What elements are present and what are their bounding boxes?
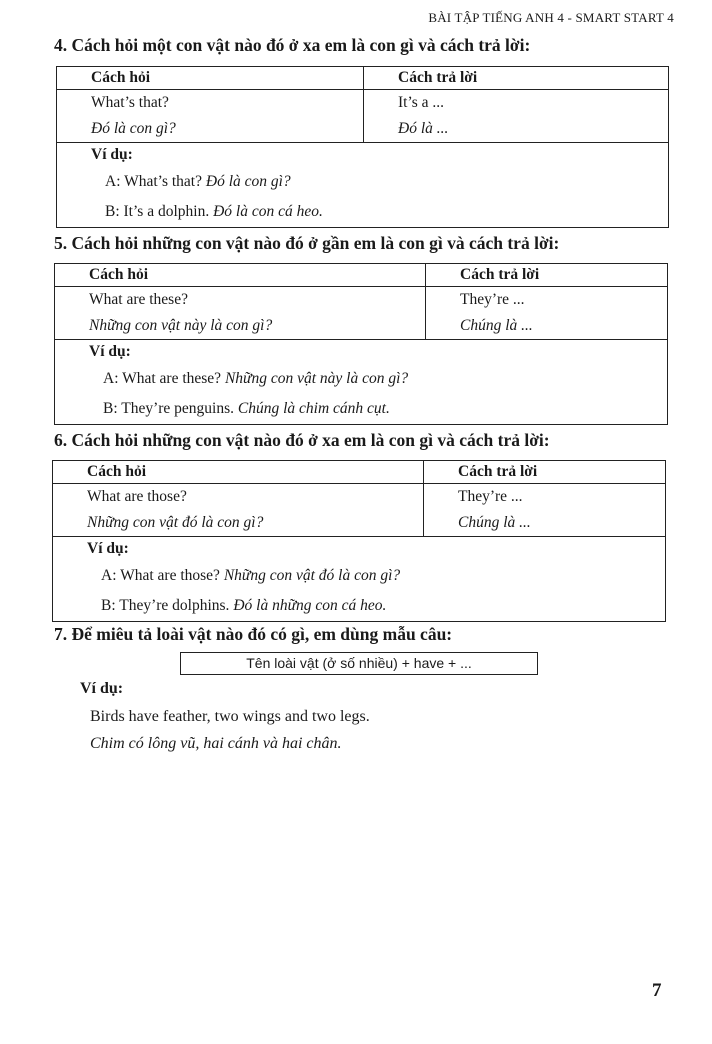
answer-vi: Chúng là ... bbox=[458, 514, 531, 531]
page-number: 7 bbox=[652, 980, 662, 1001]
example-b-vi: Đó là những con cá heo. bbox=[233, 597, 387, 614]
answer-en: They’re ... bbox=[460, 291, 525, 308]
question-vi: Những con vật này là con gì? bbox=[89, 317, 273, 334]
example-a bbox=[55, 364, 667, 394]
section-7-example-en: Birds have feather, two wings and two legs. bbox=[90, 708, 370, 725]
example-label: Ví dụ: bbox=[89, 343, 131, 360]
question-vi: Những con vật đó là con gì? bbox=[87, 514, 264, 531]
example-a-en: A: What are these? bbox=[103, 370, 222, 387]
col-question-header: Cách hỏi bbox=[57, 67, 364, 90]
example-a-en: A: What’s that? bbox=[105, 173, 202, 190]
section-5-title: 5. Cách hỏi những con vật nào đó ở gần em là con gì và cách trả lời: bbox=[54, 233, 560, 253]
example-a bbox=[53, 561, 665, 591]
example-a-vi: Đó là con gì? bbox=[205, 173, 291, 190]
question-en: What are these? bbox=[89, 291, 188, 308]
col-answer-header: Cách trả lời bbox=[426, 264, 668, 287]
question-en: What’s that? bbox=[91, 94, 169, 111]
col-question-header: Cách hỏi bbox=[55, 264, 426, 287]
example-b-en: B: It’s a dolphin. bbox=[105, 203, 210, 220]
section-7-title: 7. Để miêu tả loài vật nào đó có gì, em dùng mẫu câu: bbox=[54, 624, 453, 644]
example-b-vi: Đó là con cá heo. bbox=[213, 203, 323, 220]
answer-vi: Đó là ... bbox=[398, 120, 449, 137]
question-vi: Đó là con gì? bbox=[91, 120, 176, 137]
section-6-table bbox=[52, 460, 666, 622]
col-answer-header: Cách trả lời bbox=[364, 67, 669, 90]
example-b-vi: Chúng là chim cánh cụt. bbox=[237, 400, 390, 417]
section-4-title: 4. Cách hỏi một con vật nào đó ở xa em là con gì và cách trả lời: bbox=[54, 35, 531, 55]
example-b bbox=[57, 197, 668, 227]
section-4-table bbox=[56, 66, 669, 228]
answer-en: They’re ... bbox=[458, 488, 523, 505]
example-a bbox=[57, 167, 668, 197]
formula-box: Tên loài vật (ở số nhiều) + have + ... bbox=[180, 652, 538, 675]
example-a-vi: Những con vật đó là con gì? bbox=[223, 567, 401, 584]
answer-vi: Chúng là ... bbox=[460, 317, 533, 334]
example-label: Ví dụ: bbox=[91, 146, 133, 163]
example-a-vi: Những con vật này là con gì? bbox=[224, 370, 409, 387]
col-question-header: Cách hỏi bbox=[53, 461, 424, 484]
example-b bbox=[55, 394, 667, 424]
section-5-table bbox=[54, 263, 668, 425]
section-7-example-label: Ví dụ: bbox=[80, 680, 124, 697]
example-a-en: A: What are those? bbox=[101, 567, 220, 584]
example-label: Ví dụ: bbox=[87, 540, 129, 557]
running-header: BÀI TẬP TIẾNG ANH 4 - SMART START 4 bbox=[428, 10, 674, 25]
section-6-title: 6. Cách hỏi những con vật nào đó ở xa em là con gì và cách trả lời: bbox=[54, 430, 550, 450]
section-7-example-vi: Chim có lông vũ, hai cánh và hai chân. bbox=[90, 735, 342, 752]
answer-en: It’s a ... bbox=[398, 94, 445, 111]
question-en: What are those? bbox=[87, 488, 187, 505]
col-answer-header: Cách trả lời bbox=[424, 461, 666, 484]
example-b-en: B: They’re penguins. bbox=[103, 400, 235, 417]
example-b bbox=[53, 591, 665, 621]
example-b-en: B: They’re dolphins. bbox=[101, 597, 230, 614]
